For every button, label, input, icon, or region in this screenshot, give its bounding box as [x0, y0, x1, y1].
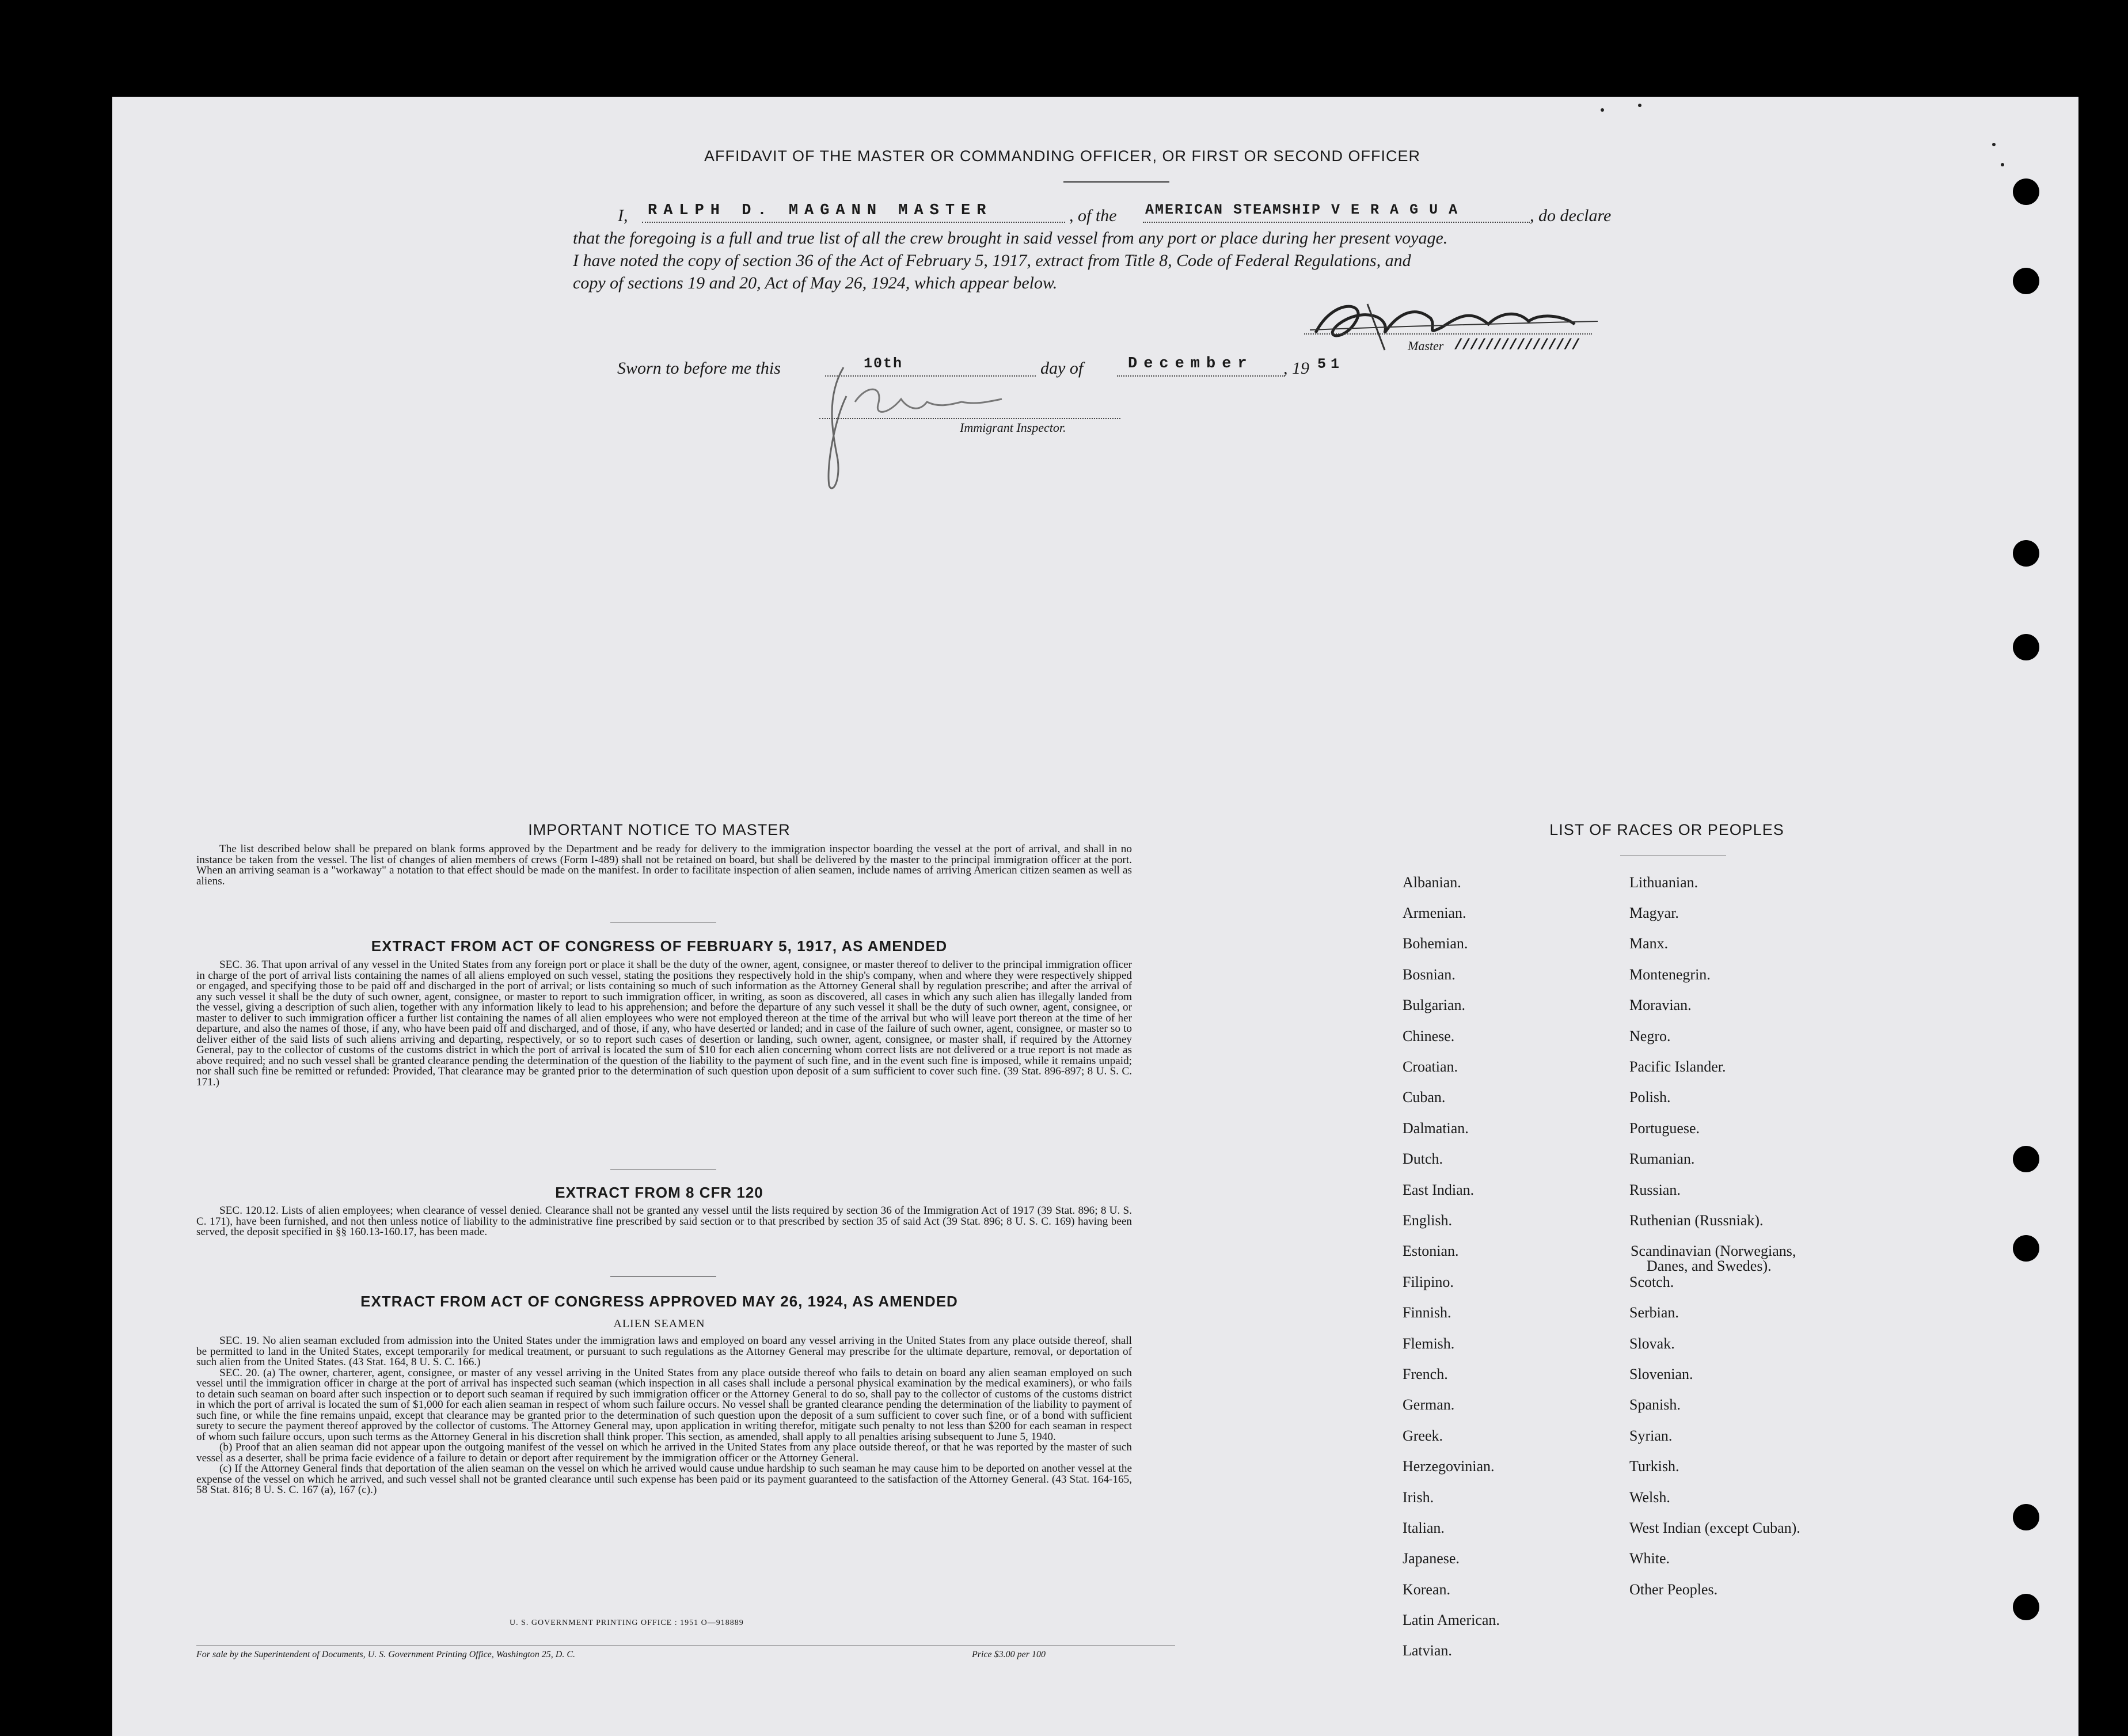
typed-month: December	[1128, 355, 1253, 373]
race-item: Croatian.	[1403, 1058, 1458, 1075]
race-item: West Indian (except Cuban).	[1629, 1520, 1800, 1536]
race-item: Negro.	[1629, 1028, 1671, 1044]
race-item: Chinese.	[1403, 1028, 1455, 1044]
extract-cfr-title: EXTRACT FROM 8 CFR 120	[555, 1184, 763, 1201]
of-the-label: , of the	[1069, 206, 1117, 225]
extract-1924-sec20c: (c) If the Attorney General finds that deportation of the alien seaman on the vessel on which he arrived would cause undue hardship to such seaman he may cause him to be deported on another vessel at the expense of the vessel on which he arrived, and such vessel shall not be granted clearance until such expense has been paid or its payment guaranteed to the satisfaction of the Attorney General. (43 Stat. 164-165, 58 Stat. 816; 8 U. S. C. 167 (a), 167 (c).)	[196, 1463, 1132, 1496]
race-item: Dalmatian.	[1403, 1120, 1469, 1137]
master-label: Master	[1408, 339, 1444, 353]
race-item: Moravian.	[1629, 997, 1692, 1013]
punch-hole	[2013, 268, 2039, 294]
typed-vessel-name: AMERICAN STEAMSHIP V E R A G U A	[1145, 202, 1459, 218]
race-item: Albanian.	[1403, 874, 1461, 891]
race-item: Irish.	[1403, 1489, 1434, 1506]
speck	[1992, 143, 1996, 146]
race-item: Herzegovinian.	[1403, 1458, 1495, 1475]
name-fill-line	[642, 222, 1065, 223]
typed-day: 10th	[864, 355, 903, 372]
race-item: German.	[1403, 1396, 1455, 1413]
punch-hole	[2013, 1146, 2039, 1172]
extract-1924-sec20a: SEC. 20. (a) The owner, charterer, agent, consignee, or master of any vessel arriving in the United States from any place outside thereof who fails to detain on board any alien seaman employed on such vessel until the immigration officer in charge at the port of arrival has inspected such seaman (which inspection in all cases shall include a personal physical examination by the medical examiners), or who fails to detain such seaman on board after such inspection or to deport such seaman if required by such immigration officer or the Attorney General to do so, shall pay to the collector of customs of the customs district in which the port of arrival is located the sum of $1,000 for each alien seaman in respect of whom such failure occurs. No vessel shall be granted clearance pending the determination of the liability to payment of such fine, or while the fine remains unpaid, except that clearance may be granted prior to the determination of such question upon the deposit of a sum sufficient to cover such fine, or of a bond with sufficient surety to secure the payment thereof approved by the collector of customs. The Attorney General may, upon application in writing therefor, mitigate such penalty to not less than $200 for each seaman in respect of whom such failure occurs, upon such terms as the Attorney General in his discretion shall think proper. This section, as amended, shall apply to all penalties arising subsequent to June 5, 1940.	[196, 1366, 1132, 1443]
document-sheet	[112, 97, 2078, 1736]
heading-rule	[1063, 181, 1169, 183]
inspector-sign-line	[819, 418, 1120, 419]
race-item: Greek.	[1403, 1427, 1443, 1444]
day-of-label: day of	[1040, 359, 1084, 378]
extract-1924-sec20b: (b) Proof that an alien seaman did not appear upon the outgoing manifest of the vessel on which he arrived in the United States from any place outside thereof, or that he was reported by the master of such vessel as a deserter, shall be prima facie evidence of a failure to detain or deport after requirement by the immigration officer or the Attorney General.	[196, 1441, 1132, 1464]
vessel-fill-line	[1143, 222, 1530, 223]
extract-cfr-text: SEC. 120.12. Lists of alien employees; when clearance of vessel denied. Clearance shall not be granted any vessel until the lists required by section 36 of the Immigration Act of 1917 (39 Stat. 896; 8 U. S. C. 171), have been furnished, and not then unless notice of liability to the administrative fine prescribed by said section or to that prescribed by section 35 of said Act (39 Stat. 896; 8 U. S. C. 169) having been served, the deposit specified in §§ 160.13-160.17, has been made.	[196, 1205, 1132, 1238]
punch-hole	[2013, 634, 2039, 660]
punch-hole	[2013, 1235, 2039, 1262]
affidavit-line-4: copy of sections 19 and 20, Act of May 26, 1924, which appear below.	[573, 273, 1058, 293]
race-item: Cuban.	[1403, 1089, 1446, 1106]
notice-text: The list described below shall be prepared on blank forms approved by the Department and be ready for delivery to the immigration inspector boarding the vessel at the port of arrival, and shall in no instance be taken from the vessel. The list of changes of alien members of crews (Form I-489) shall not be retained on board, but shall be delivered by the master to the principal immigration officer at the port. When an arriving seaman is a "workaway" a notation to that effect should be made on the manifest. In order to facilitate inspection of alien seamen, include names of arriving American citizen seamen as well as aliens.	[196, 843, 1132, 887]
extract-cfr-rule	[610, 1276, 716, 1277]
struck-out-title: ////////////////	[1454, 336, 1579, 354]
race-item: Polish.	[1629, 1089, 1671, 1106]
race-item: White.	[1629, 1550, 1670, 1567]
affidavit-heading: AFFIDAVIT OF THE MASTER OR COMMANDING OFFICER, OR FIRST OR SECOND OFFICER	[704, 147, 1421, 165]
race-item: Russian.	[1629, 1182, 1681, 1198]
extract-1917-text: SEC. 36. That upon arrival of any vessel in the United States from any foreign port or place it shall be the duty of the owner, agent, consignee, or master thereof to deliver to the principal immigration officer in charge of the port of arrival lists containing the names of all aliens employed on such vessel, stating the positions they respectively hold in the ship's company, when and where they were respectively shipped or engaged, and specifying those to be paid off and discharged in the port of arrival; or lists containing so much of such information as the Attorney General shall by regulation prescribe; and after the arrival of any such vessel it shall be the duty of such owner, agent, consignee, or master to report to such immigration officer, in writing, as soon as discovered, all cases in which any such alien has illegally landed from the vessel, giving a description of such alien, together with any information likely to lead to his apprehension; and before the departure of any such vessel it shall be the duty of such owner, agent, consignee, or master to deliver to such immigration officer a further list containing the names of all alien employees who were not employed thereon at the time of the arrival but who will leave port thereon at the time of her departure, and also the names of those, if any, who have been paid off and discharged, and of those, if any, who have deserted or landed; and in case of the failure of such owner, agent, consignee, or master so to deliver either of the said lists of such aliens arriving and departing, respectively, or so to report such cases of desertion or landing, such owner, agent, consignee, or master shall, if required by the Attorney General, pay to the collector of customs of the customs district in which the port of arrival is located the sum of $10 for each alien concerning whom correct lists are not delivered or a true report is not made as above required; and no such vessel shall be granted clearance pending the determination of the question of the liability to the payment of such fine, and in the event such fine is imposed, while it remains unpaid; nor shall such fine be remitted or refunded: Provided, That clearance may be granted prior to the determination of such question upon deposit of a sum sufficient to cover such fine. (39 Stat. 896-897; 8 U. S. C. 171.)	[196, 959, 1132, 1088]
race-item: Korean.	[1403, 1581, 1451, 1598]
speck	[2001, 163, 2004, 166]
race-item: Manx.	[1629, 935, 1669, 952]
race-item: Bohemian.	[1403, 935, 1468, 952]
race-item: Welsh.	[1629, 1489, 1670, 1506]
printing-office-line: U. S. GOVERNMENT PRINTING OFFICE : 1951 O—918889	[510, 1619, 744, 1627]
race-item: Pacific Islander.	[1629, 1058, 1726, 1075]
race-item: Rumanian.	[1629, 1150, 1695, 1167]
inspector-label: Immigrant Inspector.	[960, 420, 1066, 435]
race-item: Ruthenian (Russniak).	[1629, 1212, 1764, 1229]
race-item: Turkish.	[1629, 1458, 1679, 1475]
race-item: Spanish.	[1629, 1396, 1681, 1413]
affidavit-line-3: I have noted the copy of section 36 of the Act of February 5, 1917, extract from Title 8, Code of Federal Regulations, and	[573, 251, 1411, 270]
punch-hole	[2013, 1504, 2039, 1530]
notice-title: IMPORTANT NOTICE TO MASTER	[528, 821, 791, 838]
race-item: Magyar.	[1629, 905, 1679, 921]
punch-hole	[2013, 178, 2039, 205]
race-item: Slovak.	[1629, 1335, 1675, 1352]
race-item: Scotch.	[1629, 1274, 1674, 1290]
footer-right: Price $3.00 per 100	[972, 1650, 1046, 1659]
punch-hole	[2013, 1594, 2039, 1620]
extract-1924-title: EXTRACT FROM ACT OF CONGRESS APPROVED MAY 26, 1924, AS AMENDED	[360, 1293, 958, 1310]
race-item: Italian.	[1403, 1520, 1445, 1536]
race-item: Other Peoples.	[1629, 1581, 1718, 1598]
race-item: Scandinavian (Norwegians,	[1631, 1243, 1796, 1259]
race-item: Latin American.	[1403, 1612, 1500, 1628]
month-fill-line	[1117, 375, 1285, 377]
race-item: Portuguese.	[1629, 1120, 1700, 1137]
race-item: Flemish.	[1403, 1335, 1455, 1352]
i-label: I,	[618, 206, 628, 225]
race-item: Estonian.	[1403, 1243, 1459, 1259]
typed-year: 51	[1317, 356, 1344, 373]
race-item: Bulgarian.	[1403, 997, 1466, 1013]
races-title: LIST OF RACES OR PEOPLES	[1549, 821, 1784, 838]
race-item: Bosnian.	[1403, 966, 1456, 983]
race-item: Filipino.	[1403, 1274, 1454, 1290]
speck	[1601, 108, 1604, 112]
race-item: Dutch.	[1403, 1150, 1443, 1167]
sworn-label: Sworn to before me this	[617, 359, 781, 378]
race-item: Lithuanian.	[1629, 874, 1698, 891]
race-item: East Indian.	[1403, 1182, 1475, 1198]
race-item: Armenian.	[1403, 905, 1466, 921]
year-prefix: , 19	[1283, 359, 1309, 378]
race-item: Latvian.	[1403, 1642, 1452, 1659]
punch-hole	[2013, 540, 2039, 567]
affidavit-line-1	[618, 206, 628, 226]
race-item: Slovenian.	[1629, 1366, 1693, 1382]
typed-master-name: RALPH D. MAGANN MASTER	[648, 202, 993, 219]
extract-1917-title: EXTRACT FROM ACT OF CONGRESS OF FEBRUARY 5, 1917, AS AMENDED	[371, 937, 948, 955]
extract-1924-body	[196, 1336, 1132, 1496]
race-item: Danes, and Swedes).	[1647, 1258, 1772, 1274]
race-item: Syrian.	[1629, 1427, 1673, 1444]
affidavit-line-2: that the foregoing is a full and true list of all the crew brought in said vessel from any port or place during her present voyage.	[573, 229, 1448, 248]
race-item: Montenegrin.	[1629, 966, 1711, 983]
speck	[1638, 104, 1641, 107]
do-declare-label: , do declare	[1530, 206, 1612, 225]
race-item: Serbian.	[1629, 1304, 1679, 1321]
master-sign-line	[1304, 333, 1592, 335]
race-item: Japanese.	[1403, 1550, 1460, 1567]
alien-seamen-subtitle: ALIEN SEAMEN	[613, 1317, 705, 1330]
footer-left: For sale by the Superintendent of Documents, U. S. Government Printing Office, Washington 25, D. C.	[196, 1650, 575, 1659]
race-item: English.	[1403, 1212, 1452, 1229]
extract-1924-sec19: SEC. 19. No alien seaman excluded from admission into the United States under the immigration laws and employed on board any vessel arriving in the United States from any place outside thereof, shall be permitted to land in the United States, except temporarily for medical treatment, or pursuant to such regulations as the Attorney General may prescribe for the ultimate departure, removal, or deportation of such alien from the United States. (43 Stat. 164, 8 U. S. C. 166.)	[196, 1335, 1132, 1368]
race-item: French.	[1403, 1366, 1448, 1382]
race-item: Finnish.	[1403, 1304, 1451, 1321]
